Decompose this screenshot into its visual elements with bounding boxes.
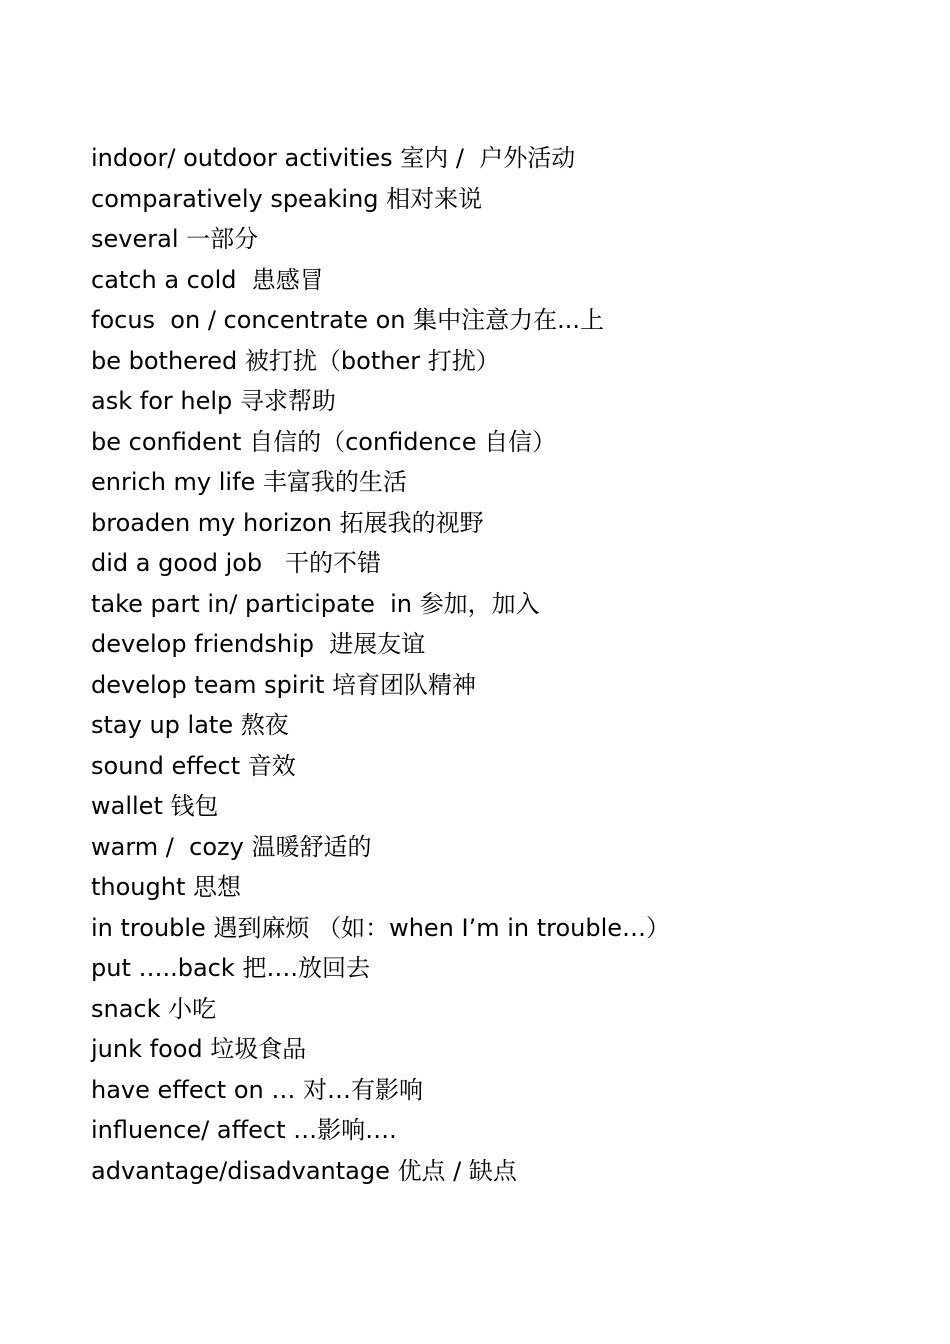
vocab-line: indoor/ outdoor activities 室内 / 户外活动: [91, 144, 576, 172]
vocab-line: wallet 钱包: [91, 792, 219, 820]
vocab-line: develop friendship 进展友谊: [91, 630, 426, 658]
vocab-line: sound effect 音效: [91, 751, 296, 780]
vocab-line: junk food 垃圾食品: [91, 1035, 307, 1063]
vocab-line: influence/ affect …影响….: [91, 1116, 397, 1144]
vocab-line: comparatively speaking 相对来说: [91, 184, 483, 213]
vocab-line: focus on / concentrate on 集中注意力在...上: [91, 306, 604, 334]
vocab-line: enrich my life 丰富我的生活: [91, 468, 407, 496]
vocab-line: have effect on … 对…有影响: [91, 1075, 423, 1104]
vocab-line: broaden my horizon 拓展我的视野: [91, 508, 484, 537]
vocab-line: several 一部分: [91, 225, 259, 253]
vocab-line: warm / cozy 温暖舒适的: [91, 832, 372, 861]
vocab-line: put …..back 把….放回去: [91, 954, 371, 982]
vocab-line: be bothered 被打扰（bother 打扰）: [91, 346, 500, 375]
vocab-line: be confident 自信的（confidence 自信）: [91, 427, 557, 456]
vocab-line: did a good job 干的不错: [91, 549, 382, 577]
vocab-line: catch a cold 患感冒: [91, 265, 324, 294]
vocab-line: take part in/ participate in 参加，加入: [91, 589, 540, 618]
vocab-line: snack 小吃: [91, 994, 217, 1023]
vocab-line: ask for help 寻求帮助: [91, 387, 336, 415]
vocab-line: develop team spirit 培育团队精神: [91, 670, 477, 699]
vocab-line: stay up late 熬夜: [91, 711, 289, 739]
vocab-line: thought 思想: [91, 873, 241, 901]
vocabulary-list: [91, 138, 670, 1191]
vocab-line: in trouble 遇到麻烦 （如：when I’m in trouble…）: [91, 913, 671, 942]
vocab-line: advantage/disadvantage 优点 / 缺点: [91, 1156, 517, 1185]
